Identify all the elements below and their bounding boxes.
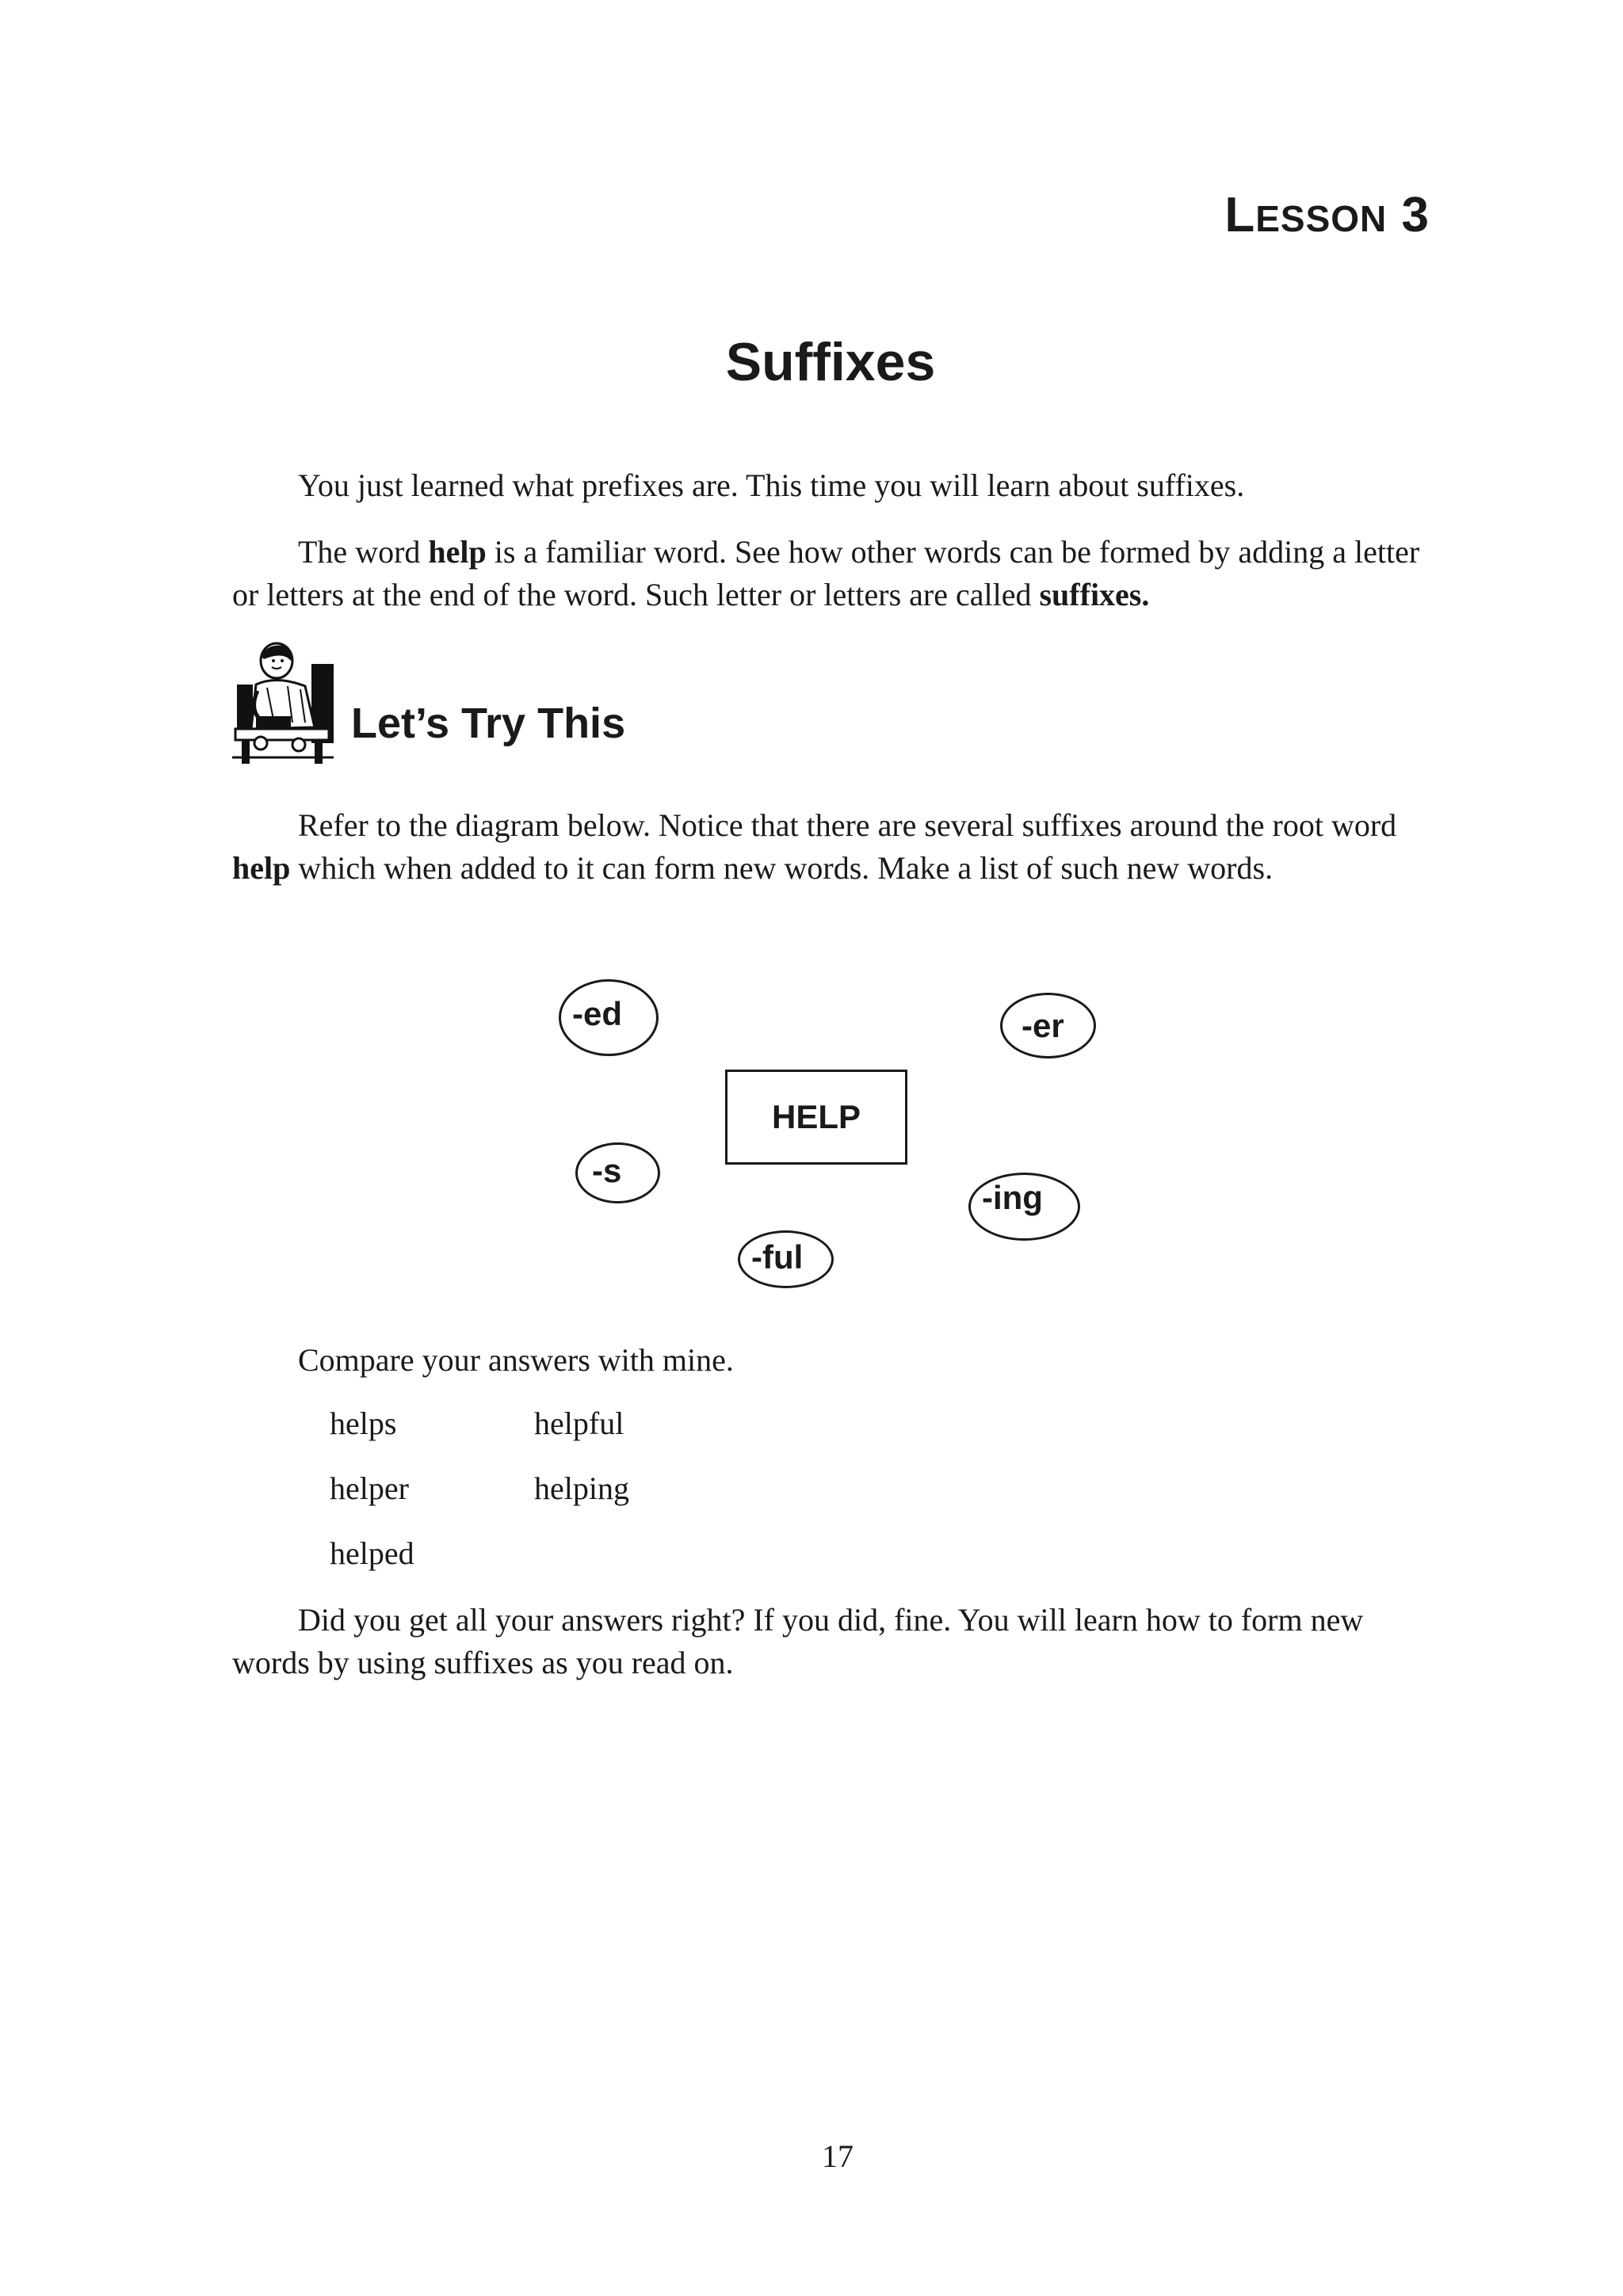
- suffix-bubble-ing: [968, 1173, 1080, 1241]
- intro-p2-text-b: is a familiar word. See how other words can be formed by adding a letter or letters at the end of the word. Such letter or letters are called: [232, 534, 1420, 612]
- lesson-label: [1224, 187, 1430, 243]
- activity-text-a: Refer to the diagram below. Notice that there are several suffixes around the root word: [298, 807, 1397, 843]
- intro-paragraph-1: You just learned what prefixes are. This time you will learn about suffixes.: [298, 467, 1245, 503]
- answer-word: helping: [534, 1470, 629, 1506]
- activity-instructions: [232, 804, 1429, 890]
- intro-p2-bold-suffixes: suffixes.: [1039, 577, 1150, 612]
- answer-word: helpful: [534, 1405, 624, 1441]
- suffix-er-label: -er: [1022, 1007, 1064, 1044]
- compare-answers-text: Compare your answers with mine.: [298, 1342, 734, 1378]
- suffix-ing-label: -ing: [982, 1179, 1043, 1216]
- intro-p2-text-a: The word: [298, 534, 429, 570]
- answer-word: helper: [330, 1470, 409, 1506]
- lets-try-this-heading: Let’s Try This: [351, 700, 626, 747]
- lesson-label-initial: L: [1224, 188, 1256, 242]
- suffix-bubble-s: [575, 1142, 660, 1203]
- page-title: Suffixes: [725, 332, 936, 392]
- intro-paragraph-2: [232, 531, 1429, 616]
- lesson-number: 3: [1401, 188, 1430, 242]
- boy-working-icon: [232, 640, 337, 769]
- suffix-ful-label: -ful: [751, 1238, 804, 1276]
- root-word-box: HELP: [725, 1070, 907, 1165]
- activity-bold-help: help: [232, 850, 291, 886]
- suffix-bubble-er: [1000, 993, 1096, 1058]
- closing-paragraph: Did you get all your answers right? If you did, fine. You will learn how to form new words by using suffixes as you read on.: [232, 1602, 1364, 1680]
- lesson-label-rest: ESSON: [1255, 198, 1388, 239]
- suffix-bubble-ed: [559, 979, 659, 1056]
- intro-p2-bold-help: help: [428, 534, 487, 570]
- page-number: 17: [822, 2138, 854, 2174]
- suffix-s-label: -s: [592, 1152, 622, 1189]
- suffix-bubble-ful: [738, 1230, 834, 1288]
- answer-word: helps: [330, 1405, 397, 1441]
- answer-word: helped: [330, 1535, 414, 1571]
- suffix-ed-label: -ed: [572, 995, 622, 1032]
- activity-text-b: which when added to it can form new words. Make a list of such new words.: [290, 850, 1274, 886]
